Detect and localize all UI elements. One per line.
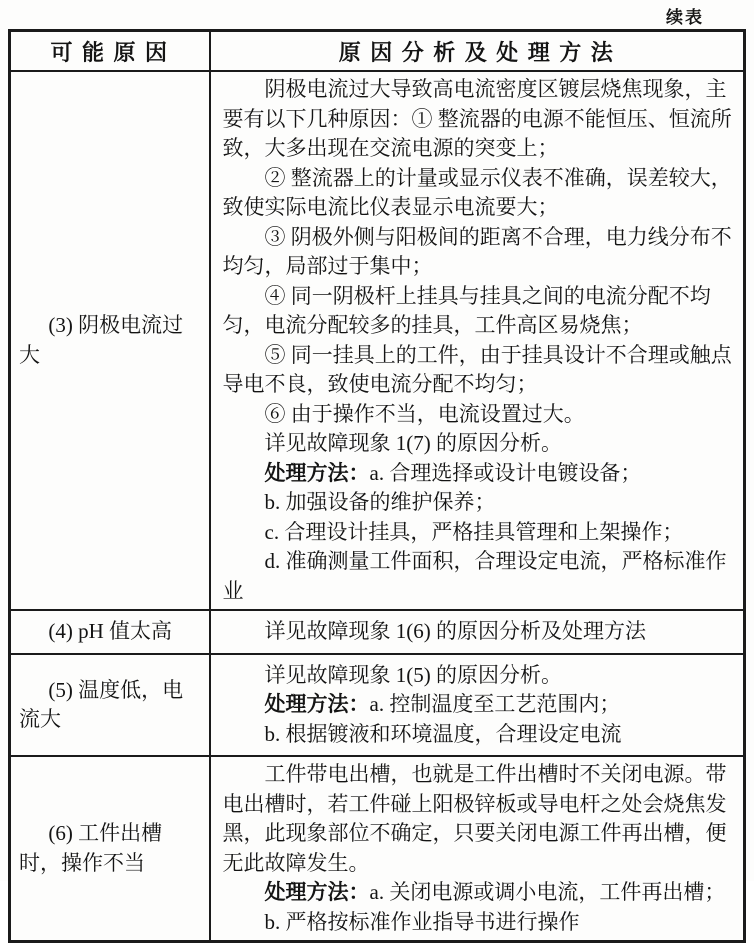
- analysis-paragraph: 详见故障现象 1(6) 的原因分析及处理方法: [264, 619, 646, 644]
- analysis-paragraph: d. 准确测量工件面积，合理设定电流，严格标准作业: [222, 549, 727, 603]
- table-row: [10, 654, 745, 756]
- analysis-paragraph: ② 整流器上的计量或显示仪表不准确，误差较大，致使实际电流比仪表显示电流要大；: [222, 165, 732, 219]
- header-row: [10, 31, 745, 72]
- analysis-paragraph: b. 严格按标准作业指导书进行操作: [264, 909, 580, 934]
- analysis-cell: [210, 756, 745, 942]
- analysis-paragraph: b. 加强设备的维护保养；: [264, 490, 496, 514]
- table-row: [10, 610, 745, 654]
- cause-cell: [10, 756, 210, 942]
- treatment-method-label: 处理方法：: [264, 881, 370, 904]
- analysis-paragraph: ③ 阴极外侧与阳极间的距离不合理，电力线分布不均匀，局部过于集中；: [222, 224, 732, 278]
- analysis-paragraph: 详见故障现象 1(5) 的原因分析。: [264, 662, 562, 687]
- analysis-paragraph: 详见故障现象 1(7) 的原因分析。: [264, 431, 562, 455]
- analysis-paragraph: 处理方法：a. 控制温度至工艺范围内；: [264, 692, 621, 717]
- analysis-paragraph: ⑤ 同一挂具上的工件，由于挂具设计不合理或触点导电不良，致使电流分配不均匀；: [222, 342, 732, 396]
- analysis-paragraph: 处理方法：a. 合理选择或设计电镀设备；: [264, 460, 642, 485]
- analysis-paragraph: b. 根据镀液和环境温度，合理设定电流: [264, 721, 622, 746]
- analysis-paragraph: 阴极电流过大导致高电流密度区镀层烧焦现象，主要有以下几种原因：① 整流器的电源不能恒压、恒流所致，大多出现在交流电源的突变上；: [222, 77, 732, 160]
- treatment-method-label: 处理方法：: [264, 461, 370, 485]
- analysis-paragraph: c. 合理设计挂具，严格挂具管理和上架操作；: [264, 519, 684, 544]
- table-row: [10, 756, 745, 942]
- analysis-cell: [210, 654, 745, 756]
- treatment-method-label: 处理方法：: [264, 693, 370, 717]
- cause-cell: [10, 610, 210, 654]
- cause-text: (4) pH 值太高: [48, 619, 173, 644]
- cause-text: (5) 温度低，电流大: [19, 677, 184, 731]
- analysis-paragraph: ⑥ 由于操作不当，电流设置过大。: [264, 401, 585, 426]
- analysis-cell: [210, 610, 745, 654]
- analysis-cell: [210, 71, 745, 610]
- continued-table-label: 续表: [666, 8, 704, 27]
- table-row: [10, 71, 745, 610]
- analysis-paragraph: 工件带电出槽，也就是工件出槽时不关闭电源。带电出槽时，若工件碰上阳极锌板或导电杆之处会烧焦发黑，此现象部位不确定，只要关闭电源工件再出槽，便无此故障发生。: [222, 762, 727, 875]
- fault-cause-table: [8, 29, 746, 943]
- column-header-analysis: 原 因 分 析 及 处 理 方 法: [210, 31, 745, 72]
- column-header-cause: 可 能 原 因: [10, 31, 210, 72]
- table-body: [10, 71, 745, 942]
- cause-cell: [10, 71, 210, 610]
- analysis-paragraph: ④ 同一阴极杆上挂具与挂具之间的电流分配不均匀，电流分配较多的挂具，工件高区易烧焦；: [222, 283, 711, 337]
- cause-text: (6) 工件出槽时，操作不当: [19, 821, 163, 875]
- analysis-paragraph: 处理方法：a. 关闭电源或调小电流，工件再出槽；: [264, 880, 726, 904]
- cause-cell: [10, 654, 210, 756]
- cause-text: (3) 阴极电流过大: [19, 313, 184, 367]
